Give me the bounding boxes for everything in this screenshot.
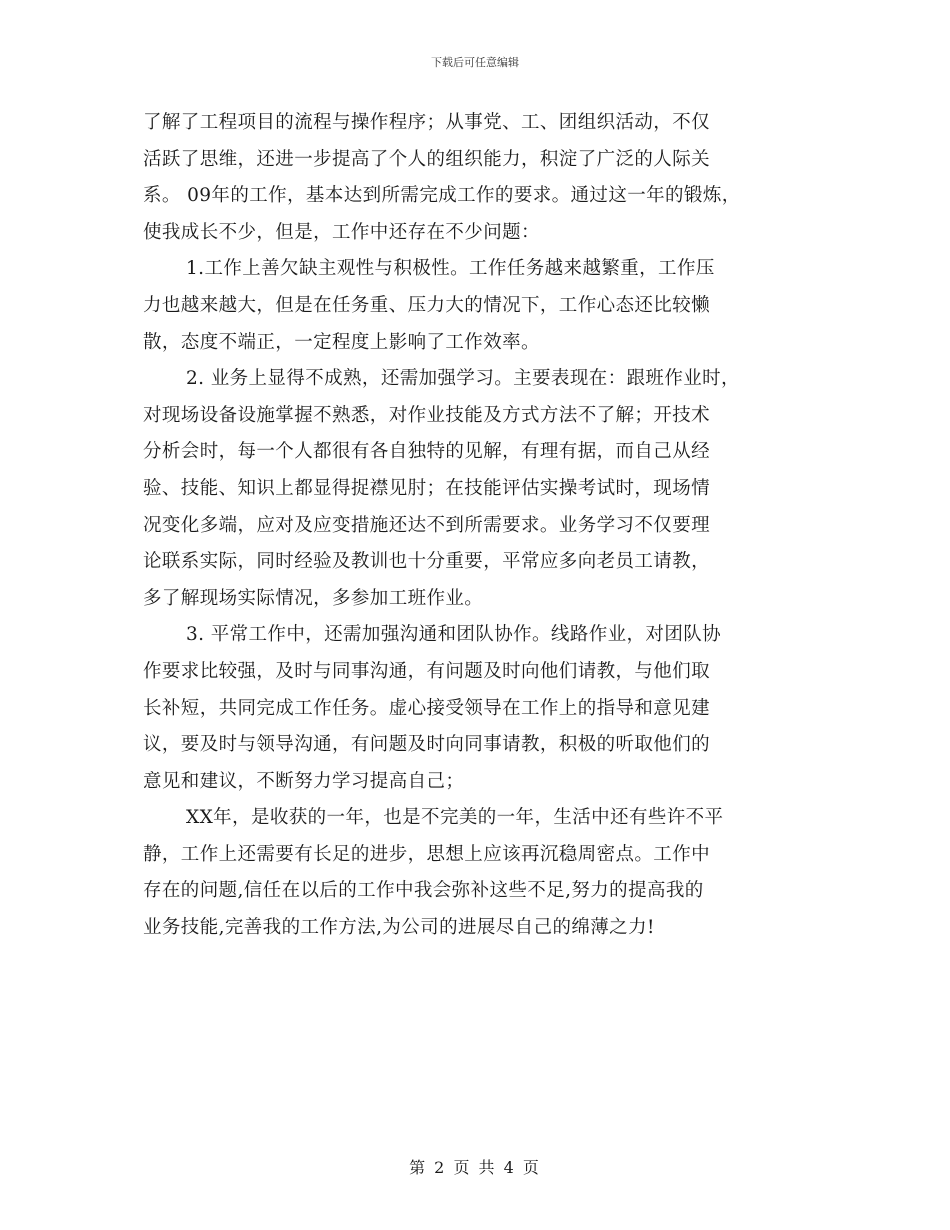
page-header: 下载后可任意编辑 [431, 56, 519, 69]
text-line-paragraph-start: 2. 业务上显得不成熟，还需加强学习。主要表现在：跟班作业时， [186, 368, 740, 390]
text-line: 议，要及时与领导沟通，有问题及时向同事请教，积极的听取他们的 [143, 734, 711, 756]
text-line: 活跃了思维，还进一步提高了个人的组织能力，积淀了广泛的人际关 [143, 148, 711, 170]
text-line: 意见和建议，不断努力学习提高自己； [143, 770, 465, 792]
text-line: 论联系实际，同时经验及教训也十分重要，平常应多向老员工请教， [143, 551, 711, 573]
text-line: 了解了工程项目的流程与操作程序；从事党、工、团组织活动，不仅 [143, 112, 711, 133]
text-line: 况变化多端，应对及应变措施还达不到所需要求。业务学习不仅要理 [143, 514, 711, 536]
text-line: 长补短，共同完成工作任务。虚心接受领导在工作上的指导和意见建 [143, 697, 711, 719]
text-line: 作要求比较强，及时与同事沟通，有问题及时向他们请教，与他们取 [143, 660, 711, 682]
text-line-paragraph-start: XX年，是收获的一年，也是不完美的一年，生活中还有些许不平 [186, 807, 724, 829]
text-line-paragraph-start: 1.工作上善欠缺主观性与积极性。工作任务越来越繁重，工作压 [186, 258, 715, 280]
text-line: 散，态度不端正，一定程度上影响了工作效率。 [143, 331, 540, 353]
page-number-footer: 第 2 页 共 4 页 [409, 1158, 541, 1177]
text-line: 力也越来越大，但是在任务重、压力大的情况下，工作心态还比较懒 [143, 294, 711, 316]
text-line-paragraph-start: 3. 平常工作中，还需加强沟通和团队协作。线路作业，对团队协 [186, 624, 722, 646]
text-line: 使我成长不少，但是，工作中还存在不少问题： [143, 221, 540, 243]
text-line: 存在的问题,信任在以后的工作中我会弥补这些不足,努力的提高我的 [143, 880, 704, 902]
text-line: 分析会时，每一个人都很有各自独特的见解，有理有据，而自己从经 [143, 441, 711, 463]
text-line: 验、技能、知识上都显得捉襟见肘；在技能评估实操考试时，现场情 [143, 477, 711, 499]
text-line: 业务技能,完善我的工作方法,为公司的进展尽自己的绵薄之力! [143, 917, 655, 939]
document-body [143, 105, 843, 947]
text-line: 静，工作上还需要有长足的进步，思想上应该再沉稳周密点。工作中 [143, 843, 711, 865]
text-line: 对现场设备设施掌握不熟悉，对作业技能及方式方法不了解；开技术 [143, 404, 711, 426]
text-line: 系。 09年的工作，基本达到所需完成工作的要求。通过这一年的锻炼， [143, 185, 741, 207]
text-line: 多了解现场实际情况，多参加工班作业。 [143, 587, 484, 609]
